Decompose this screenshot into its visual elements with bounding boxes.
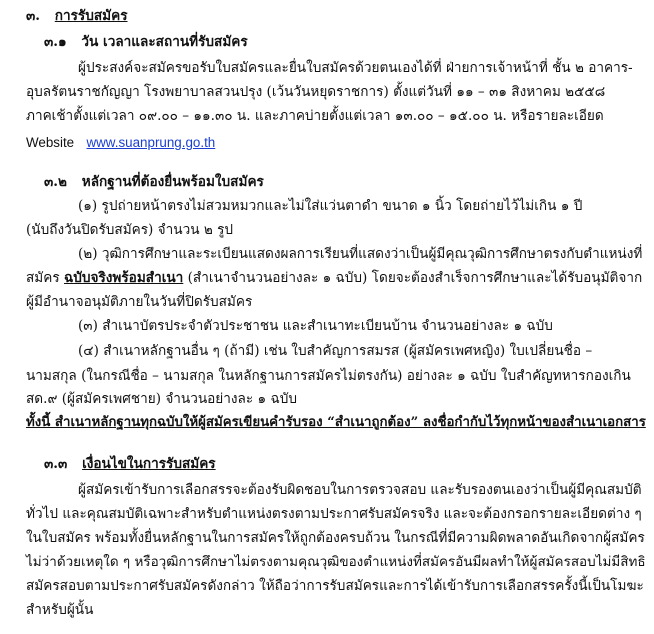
subsection-3-1-number: ๓.๑	[44, 34, 67, 50]
sub3-para-line-2: ทั่วไป และคุณสมบัติเฉพาะสำหรับตำแหน่งตรงตามประกาศรับสมัครจริง และจะต้องกรอกรายละเอียดต่าง ๆ	[26, 506, 642, 522]
sub1-para-line-3: ภาคเช้าตั้งแต่เวลา ๐๙.๐๐ – ๑๑.๓๐ น. และภาคบ่ายตั้งแต่เวลา ๑๓.๐๐ – ๑๕.๐๐ น. หรือรายละเอียด	[26, 108, 604, 124]
sub2-item-2-line-1: (๒) วุฒิการศึกษาและระเบียนแสดงผลการเรียนที่แสดงว่าเป็นผู้มีคุณวุฒิการศึกษาตรงกับตำแหน่งที่	[78, 246, 643, 262]
sub1-website-line	[26, 136, 215, 151]
sub2-item-4-line-2: นามสกุล (ในกรณีชื่อ – นามสกุล ในหลักฐานการสมัครไม่ตรงกัน) อย่างละ ๑ ฉบับ ใบสำคัญทหารกองเกิน	[26, 368, 631, 384]
sub3-para-line-1: ผู้สมัครเข้ารับการเลือกสรรจะต้องรับผิดชอบในการตรวจสอบ และรับรองตนเองว่าเป็นผู้มีคุณสมบัติ	[78, 482, 642, 498]
website-link[interactable]: www.suanprung.go.th	[86, 135, 216, 150]
sub1-para-line-1: ผู้ประสงค์จะสมัครขอรับใบสมัครและยื่นใบสมัครด้วยตนเองได้ที่ ฝ่ายการเจ้าหน้าที่ ชั้น ๒ อาคาร-	[78, 60, 633, 76]
sub2-note: ทั้งนี้ สำเนาหลักฐานทุกฉบับให้ผู้สมัครเขียนคำรับรอง “สำเนาถูกต้อง” ลงชื่อกำกับไว้ทุกหน้าของสำเนาเอกสาร	[26, 415, 646, 430]
section-3-number: ๓.	[26, 8, 41, 24]
subsection-3-2-title: หลักฐานที่ต้องยื่นพร้อมใบสมัคร	[81, 174, 264, 190]
item-2-prefix: สมัคร	[26, 270, 64, 286]
item-2-emphasis: ฉบับจริงพร้อมสำเนา	[63, 270, 184, 286]
sub2-item-2-line-3: ผู้มีอำนาจอนุมัติภายในวันที่ปิดรับสมัคร	[26, 294, 253, 310]
subsection-3-1-title: วัน เวลาและสถานที่รับสมัคร	[81, 34, 248, 50]
sub3-para-line-4: ไม่ว่าด้วยเหตุใด ๆ หรือวุฒิการศึกษาไม่ตรงตามคุณวุฒิของตำแหน่งที่สมัครอันมีผลทำให้ผู้สมัครสอบไม่มีสิทธิ	[26, 554, 646, 570]
sub2-item-4-line-3: สด.๙ (ผู้สมัครเพศชาย) จำนวนอย่างละ ๑ ฉบับ	[26, 391, 297, 407]
sub2-item-4-line-1: (๔) สำเนาหลักฐานอื่น ๆ (ถ้ามี) เช่น ใบสำคัญการสมรส (ผู้สมัครเพศหญิง) ใบเปลี่ยนชื่อ –	[78, 343, 593, 359]
sub3-para-line-5: สมัครสอบตามประกาศรับสมัครดังกล่าว ให้ถือว่าการรับสมัครและการได้เข้ารับการเลือกสรรครั้งนี้เป็นโมฆะ	[26, 578, 644, 594]
sub2-item-1-line-2: (นับถึงวันปิดรับสมัคร) จำนวน ๒ รูป	[26, 222, 234, 238]
sub3-para-line-6: สำหรับผู้นั้น	[26, 602, 94, 618]
website-label: Website	[26, 135, 75, 150]
section-3-title: การรับสมัคร	[54, 8, 128, 24]
subsection-3-1-heading	[44, 36, 248, 50]
sub1-para-line-2: อุบลรัตนราชกัญญา โรงพยาบาลสวนปรุง (เว้นวันหยุดราชการ) ตั้งแต่วันที่ ๑๑ – ๓๑ สิงหาคม ๒๕๕๘	[26, 84, 606, 100]
item-2-suffix: (สำเนาจำนวนอย่างละ ๑ ฉบับ) โดยจะต้องสำเร็จการศึกษาและได้รับอนุมัติจาก	[183, 270, 643, 286]
subsection-3-2-heading	[44, 176, 264, 190]
subsection-3-2-number: ๓.๒	[44, 174, 67, 190]
sub2-item-1-line-1: (๑) รูปถ่ายหน้าตรงไม่สวมหมวกและไม่ใส่แว่นตาดำ ขนาด ๑ นิ้ว โดยถ่ายไว้ไม่เกิน ๑ ปี	[78, 198, 583, 214]
sub2-item-2-line-2	[26, 272, 642, 286]
section-3-heading	[26, 10, 128, 24]
sub3-para-line-3: ในใบสมัคร พร้อมทั้งยื่นหลักฐานในการสมัครให้ถูกต้องครบถ้วน ในกรณีที่มีความผิดพลาดอันเกิดจากผู้สมัคร	[26, 530, 645, 546]
subsection-3-3-number: ๓.๓	[44, 456, 68, 472]
sub2-item-3: (๓) สำเนาบัตรประจำตัวประชาชน และสำเนาทะเบียนบ้าน จำนวนอย่างละ ๑ ฉบับ	[78, 318, 553, 334]
subsection-3-3-title: เงื่อนไขในการรับสมัคร	[82, 456, 216, 472]
subsection-3-3-heading	[44, 458, 216, 472]
